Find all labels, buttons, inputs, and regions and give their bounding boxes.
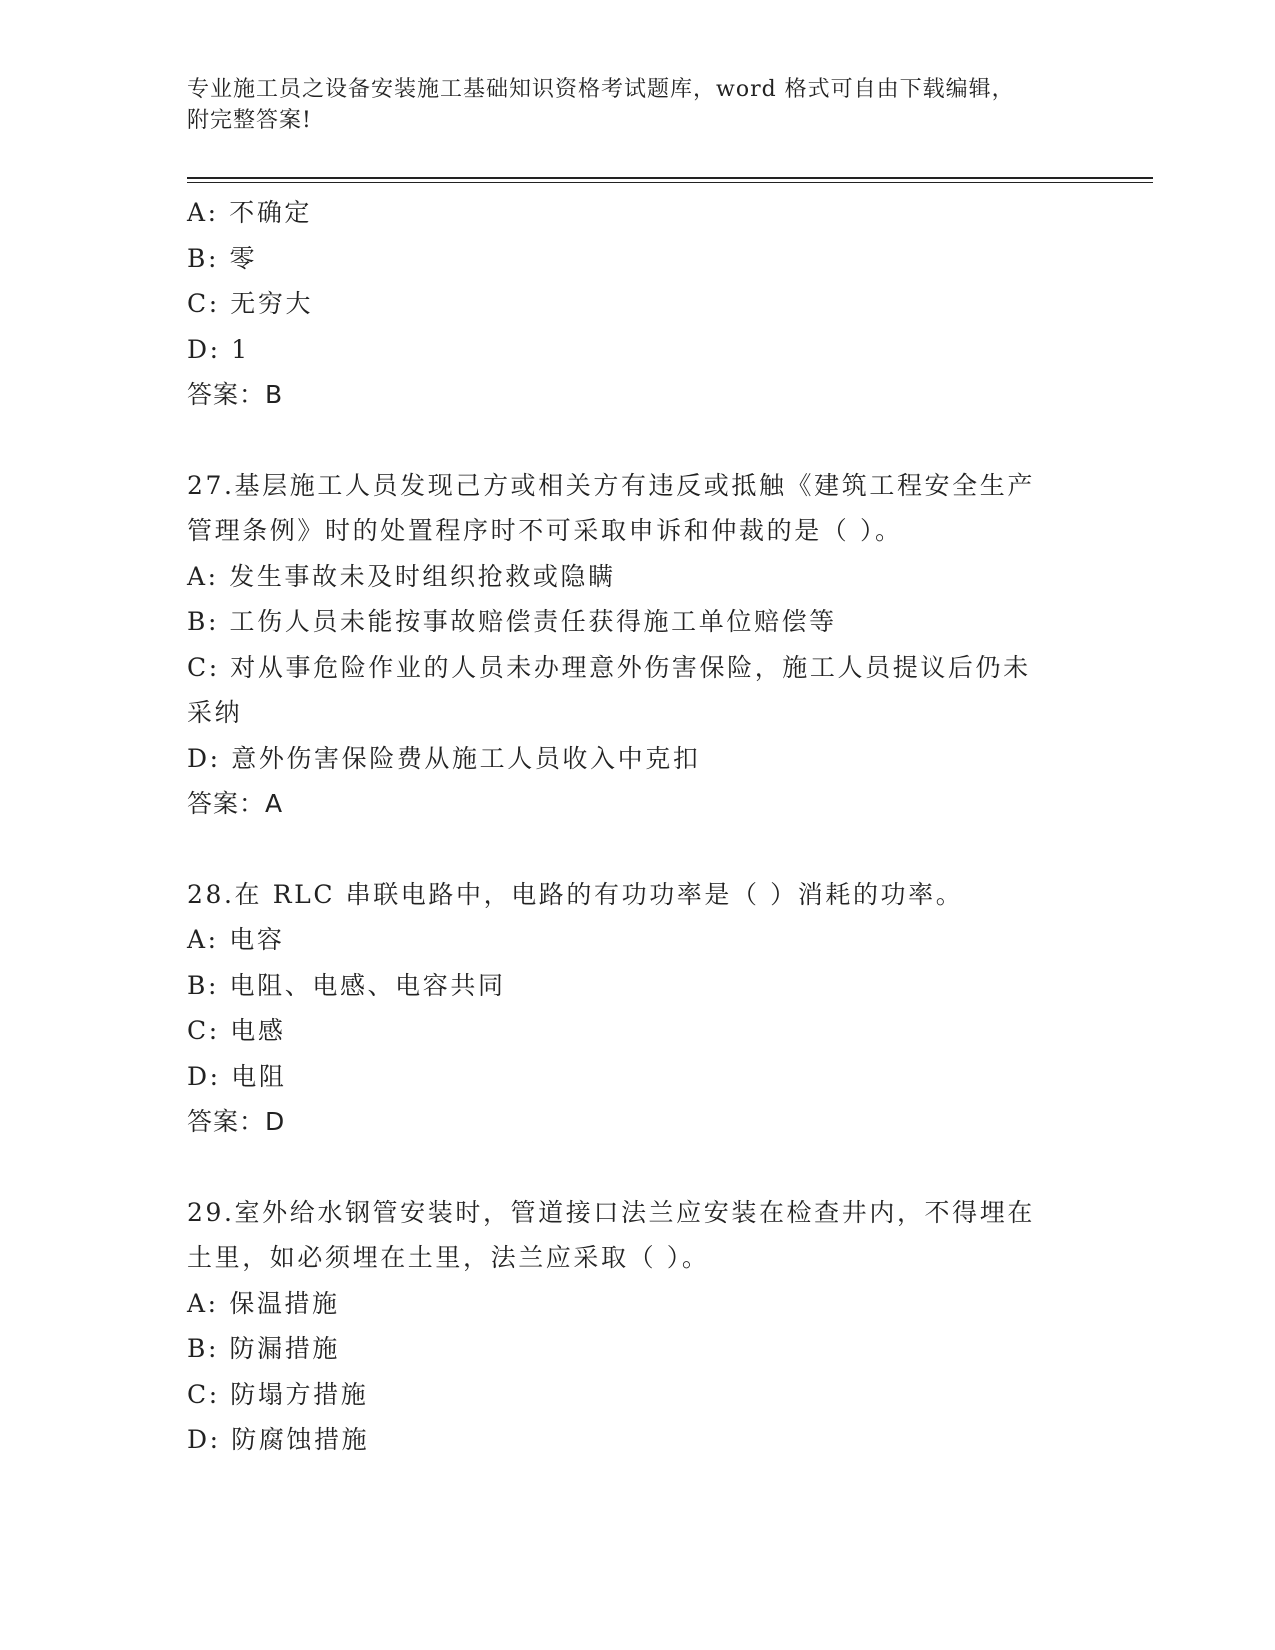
option-a: A: 电容 xyxy=(187,925,285,954)
question-stem-line-1: 27.基层施工人员发现己方或相关方有违反或抵触《建筑工程安全生产 xyxy=(187,470,1035,500)
answer-line: 答案：B xyxy=(187,380,284,409)
header-title-line-1: 专业施工员之设备安装施工基础知识资格考试题库，word 格式可自由下载编辑， xyxy=(187,77,1015,102)
option-b: B: 防漏措施 xyxy=(187,1334,340,1363)
option-b: B: 零 xyxy=(187,243,258,273)
document-header xyxy=(187,74,1067,136)
question-stem: 28.在 RLC 串联电路中，电路的有功功率是（ ）消耗的功率。 xyxy=(187,879,964,909)
header-title-line-2: 附完整答案! xyxy=(187,108,312,133)
option-d: D: 电阻 xyxy=(187,1061,287,1091)
question-list xyxy=(187,190,1087,1463)
option-c: C: 无穷大 xyxy=(187,289,314,318)
answer-line: 答案：D xyxy=(187,1107,286,1136)
option-d: D: 意外伤害保险费从施工人员收入中克扣 xyxy=(187,743,701,773)
option-a: A: 保温措施 xyxy=(187,1288,340,1318)
answer-line: 答案：A xyxy=(187,789,284,818)
option-a: A: 发生事故未及时组织抢救或隐瞒 xyxy=(187,561,616,591)
option-c-line-2: 采纳 xyxy=(187,698,243,727)
option-c-line-1: C: 对从事危险作业的人员未办理意外伤害保险，施工人员提议后仍未 xyxy=(187,652,1031,682)
option-c: C: 防塌方措施 xyxy=(187,1379,369,1409)
option-b: B: 工伤人员未能按事故赔偿责任获得施工单位赔偿等 xyxy=(187,607,837,636)
header-divider-thick xyxy=(187,177,1153,179)
option-b: B: 电阻、电感、电容共同 xyxy=(187,970,506,1000)
question-stem-line-2: 土里，如必须埋在土里，法兰应采取（ ）。 xyxy=(187,1243,710,1272)
question-28-block xyxy=(187,872,1087,1145)
option-d: D: 1 xyxy=(187,334,250,364)
header-divider-thin xyxy=(187,182,1153,183)
question-26-block xyxy=(187,190,1087,418)
question-27-block xyxy=(187,463,1087,827)
question-stem-line-2: 管理条例》时的处置程序时不可采取申诉和仲裁的是（ ）。 xyxy=(187,516,903,545)
option-a: A: 不确定 xyxy=(187,198,313,227)
question-29-block xyxy=(187,1190,1087,1463)
question-stem-line-1: 29.室外给水钢管安装时，管道接口法兰应安装在检查井内，不得埋在 xyxy=(187,1197,1035,1227)
option-c: C: 电感 xyxy=(187,1016,286,1045)
option-d: D: 防腐蚀措施 xyxy=(187,1425,370,1454)
